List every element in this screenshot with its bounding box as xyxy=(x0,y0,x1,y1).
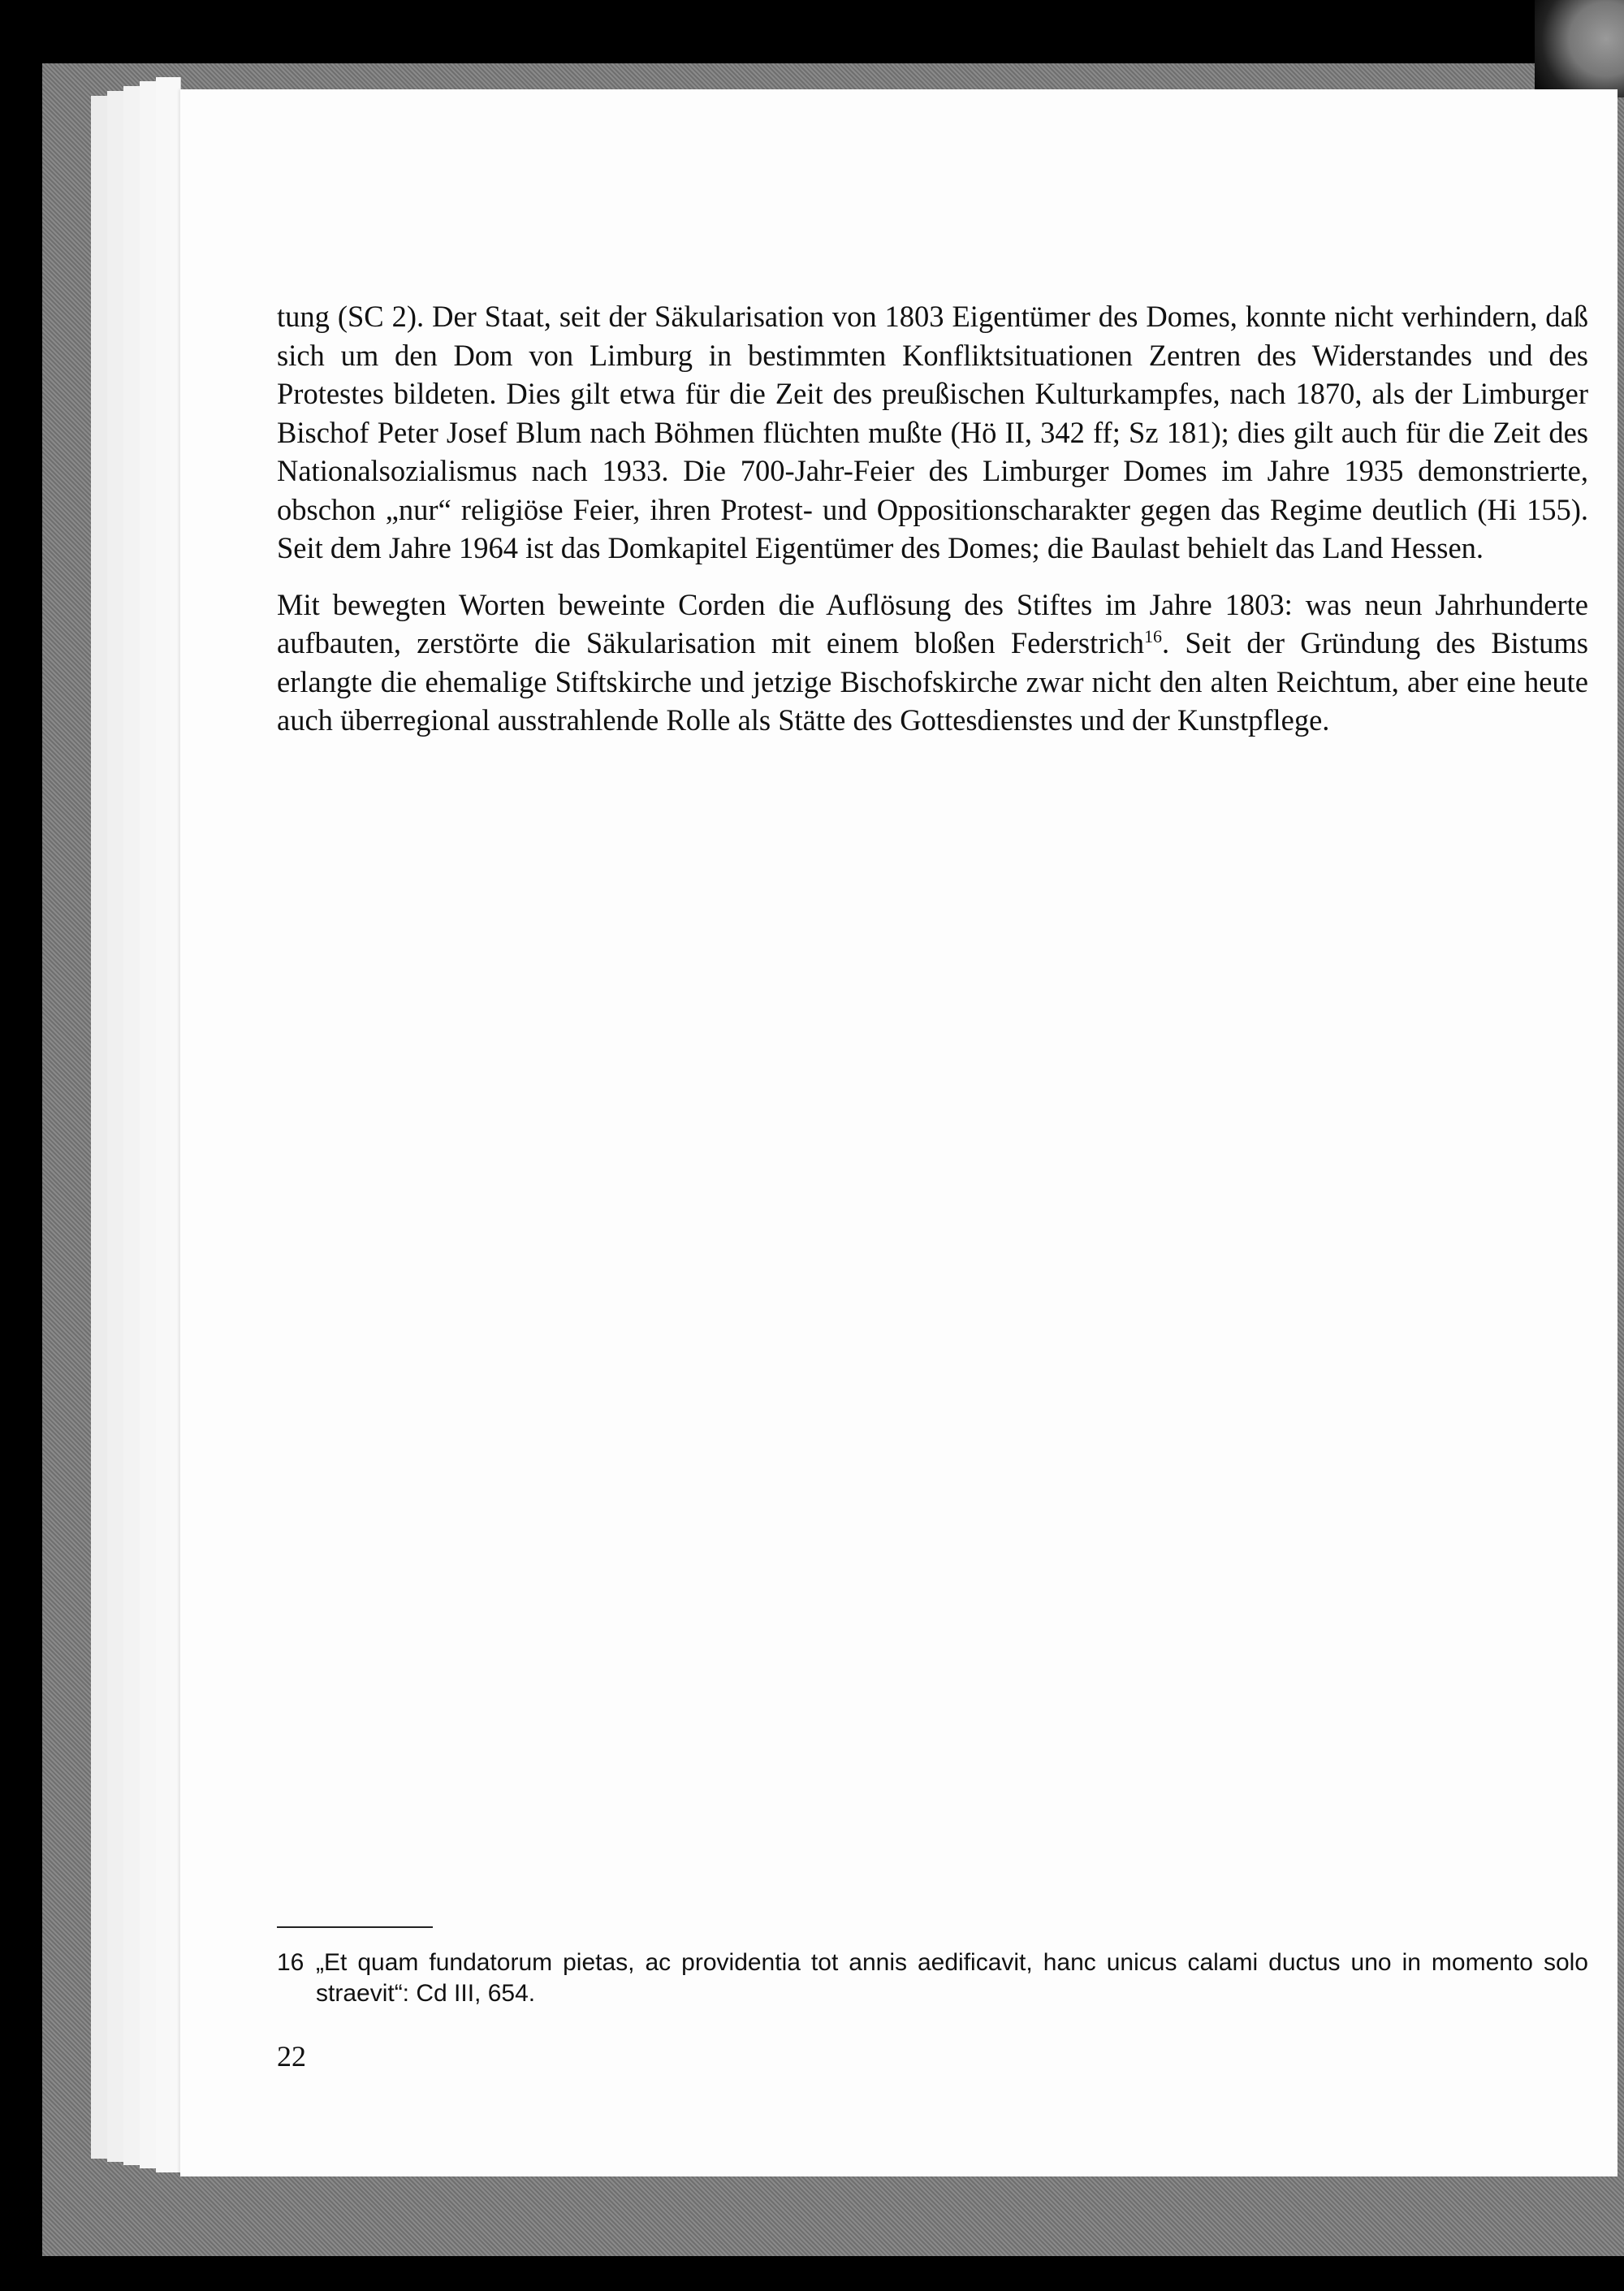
footnote-number: 16 xyxy=(277,1949,304,1976)
footnote-reference: 16 xyxy=(1144,625,1163,646)
footnote xyxy=(277,1947,1588,2009)
paragraph-2-text-start: Mit bewegten Worten beweinte Corden die Auflösung des Stiftes im Jahre 1803: was neun Jahrhunderte aufbauten, zerstörte die Säkularisation mit einem bloßen Federstrich xyxy=(277,587,1588,659)
footnote-divider xyxy=(277,1926,433,1928)
page-number: 22 xyxy=(277,2040,306,2073)
paragraph-1: tung (SC 2). Der Staat, seit der Säkularisation von 1803 Eigentümer des Domes, konnte nicht verhindern, daß sich um den Dom von Limburg in bestimmten Konfliktsituationen Zentren des Widerstandes und des Protestes bildeten. Dies gilt etwa für die Zeit des preußischen Kulturkampfes, nach 1870, als der Limburger Bischof Peter Josef Blum nach Böhmen flüchten mußte (Hö II, 342 ff; Sz 181); dies gilt auch für die Zeit des Nationalsozialismus nach 1933. Die 700-Jahr-Feier des Limburger Domes im Jahre 1935 demonstrierte, obschon „nur“ religiöse Feier, ihren Protest- und Oppositionscharakter gegen das Regime deutlich (Hi 155). Seit dem Jahre 1964 ist das Domkapitel Eigentümer des Domes; die Baulast behielt das Land Hessen. xyxy=(277,300,1588,564)
paragraph-2-text-end: . Seit der Gründung des Bistums erlangte die ehemalige Stiftskirche und jetzige Bischofskirche zwar nicht den alten Reichtum, aber eine heute auch überregional ausstrahlende Rolle als Stätte des Gottesdienstes und der Kunstpflege. xyxy=(277,626,1588,737)
footnote-text: „Et quam fundatorum pietas, ac providentia tot annis aedificavit, hanc unicus calami ductus uno in momento solo straevit“: Cd III, 654. xyxy=(316,1949,1588,2007)
book-cover-corner xyxy=(1535,0,1624,97)
page-edge xyxy=(156,77,181,2172)
body-text xyxy=(277,297,1588,758)
paragraph-2 xyxy=(277,586,1588,740)
